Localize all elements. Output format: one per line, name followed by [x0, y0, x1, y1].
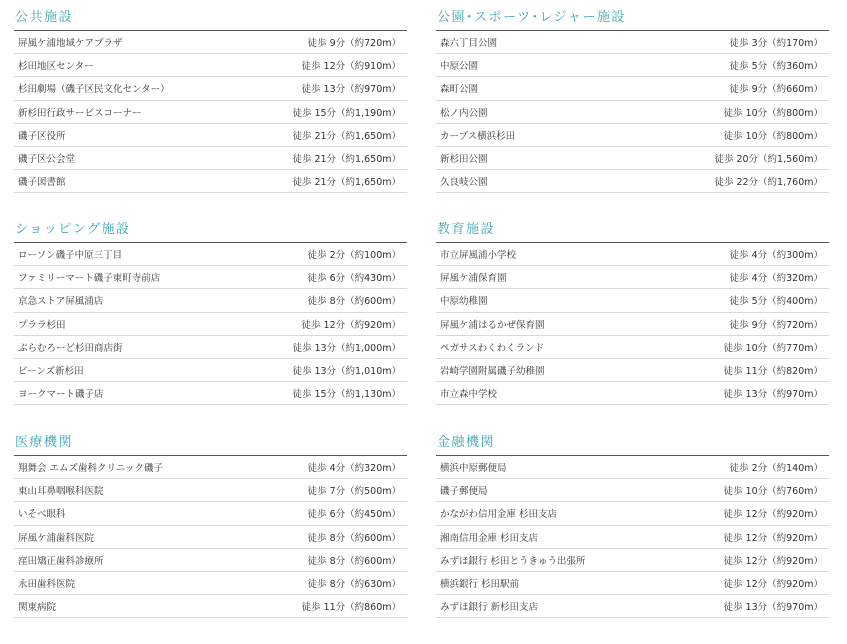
facility-list [436, 456, 829, 618]
facility-name: 新杉田公園 [440, 154, 488, 166]
list-item [436, 549, 829, 572]
list-item [436, 456, 829, 479]
list-item [436, 147, 829, 170]
facility-name: みずほ銀行 杉田とうきゅう出張所 [440, 555, 586, 567]
walking-distance: 徒歩 8分（約600m） [307, 532, 401, 544]
walking-distance: 徒歩 8分（約600m） [307, 296, 401, 308]
walking-distance: 徒歩 11分（約820m） [723, 366, 823, 378]
list-item [436, 313, 829, 336]
walking-distance: 徒歩 13分（約970m） [301, 84, 401, 96]
facility-name: 屏風ケ浦はるかぜ保育園 [440, 319, 545, 331]
facility-name: 市立屏風浦小学校 [440, 250, 517, 262]
list-item [14, 359, 407, 382]
list-item [436, 31, 829, 54]
facility-name: 関東病院 [18, 602, 57, 614]
walking-distance: 徒歩 8分（約630m） [307, 579, 401, 591]
list-item [14, 549, 407, 572]
facility-name: 屏風ケ浦地域ケアプラザ [18, 38, 123, 50]
walking-distance: 徒歩 6分（約430m） [307, 273, 401, 285]
list-item [436, 101, 829, 124]
walking-distance: 徒歩 5分（約360m） [729, 61, 823, 73]
list-item [14, 147, 407, 170]
facility-name: 横浜中原郵便局 [440, 463, 507, 475]
list-item [436, 382, 829, 405]
walking-distance: 徒歩 12分（約920m） [723, 509, 823, 521]
walking-distance: 徒歩 3分（約170m） [729, 38, 823, 50]
walking-distance: 徒歩 2分（約140m） [729, 463, 823, 475]
list-item [436, 243, 829, 266]
list-item [14, 382, 407, 405]
walking-distance: 徒歩 7分（約500m） [307, 486, 401, 498]
list-item [14, 266, 407, 289]
section-financial [436, 434, 829, 618]
walking-distance: 徒歩 2分（約100m） [307, 250, 401, 262]
walking-distance: 徒歩 10分（約760m） [723, 486, 823, 498]
facility-name: 翔舞会 エムズ歯科クリニック磯子 [18, 463, 163, 475]
facility-name: 森六丁目公園 [440, 38, 498, 50]
walking-distance: 徒歩 13分（約1,000m） [292, 342, 401, 354]
list-item [436, 77, 829, 100]
walking-distance: 徒歩 4分（約320m） [729, 273, 823, 285]
facility-name: 窪田矯正歯科診療所 [18, 555, 104, 567]
list-item [436, 572, 829, 595]
walking-distance: 徒歩 20分（約1,560m） [714, 154, 823, 166]
facility-name: 中原公園 [440, 61, 479, 73]
walking-distance: 徒歩 21分（約1,650m） [292, 130, 401, 142]
facility-name: 杉田劇場（磯子区民文化センター） [18, 84, 170, 96]
walking-distance: 徒歩 4分（約300m） [729, 250, 823, 262]
list-item [14, 54, 407, 77]
facility-name: ヨークマート磯子店 [18, 389, 104, 401]
list-item [14, 243, 407, 266]
section-title: 公園･スポーツ･レジャー施設 [436, 9, 829, 31]
facility-list [436, 31, 829, 193]
section-title: 医療機関 [14, 434, 407, 456]
facility-name: 磯子郵便局 [440, 486, 488, 498]
facility-name: 東山耳鼻咽喉科医院 [18, 486, 104, 498]
list-item [436, 359, 829, 382]
list-item [14, 526, 407, 549]
walking-distance: 徒歩 6分（約450m） [307, 509, 401, 521]
walking-distance: 徒歩 8分（約600m） [307, 555, 401, 567]
list-item [436, 479, 829, 502]
facility-name: 屏風ケ浦歯科医院 [18, 532, 95, 544]
list-item [14, 336, 407, 359]
facility-list [436, 243, 829, 405]
list-item [14, 479, 407, 502]
walking-distance: 徒歩 12分（約920m） [723, 532, 823, 544]
walking-distance: 徒歩 10分（約770m） [723, 342, 823, 354]
list-item [436, 289, 829, 312]
facility-name: 久良岐公園 [440, 177, 488, 189]
facility-name: プララ杉田 [18, 319, 66, 331]
walking-distance: 徒歩 12分（約920m） [723, 555, 823, 567]
facility-name: 屏風ケ浦保育園 [440, 273, 507, 285]
list-item [436, 595, 829, 618]
walking-distance: 徒歩 12分（約920m） [301, 319, 401, 331]
facility-name: かながわ信用金庫 杉田支店 [440, 509, 558, 521]
facility-name: いそべ眼科 [18, 509, 66, 521]
list-item [14, 77, 407, 100]
walking-distance: 徒歩 10分（約800m） [723, 130, 823, 142]
list-item [14, 502, 407, 525]
facility-name: ビーンズ新杉田 [18, 366, 84, 378]
facility-name: ローソン磯子中原三丁目 [18, 250, 123, 262]
facility-name: ファミリーマート磯子東町寺前店 [18, 273, 161, 285]
walking-distance: 徒歩 21分（約1,650m） [292, 154, 401, 166]
walking-distance: 徒歩 11分（約860m） [301, 602, 401, 614]
walking-distance: 徒歩 22分（約1,760m） [714, 177, 823, 189]
walking-distance: 徒歩 12分（約920m） [723, 579, 823, 591]
list-item [14, 313, 407, 336]
facility-name: 中原幼稚園 [440, 296, 488, 308]
list-item [436, 54, 829, 77]
walking-distance: 徒歩 4分（約320m） [307, 463, 401, 475]
walking-distance: 徒歩 9分（約720m） [729, 319, 823, 331]
facility-name: ペガサスわくわくランド [440, 342, 545, 354]
section-education [436, 221, 829, 405]
facility-name: 松ノ内公園 [440, 107, 488, 119]
facility-name: カーブス横浜杉田 [440, 130, 516, 142]
list-item [14, 170, 407, 193]
section-shopping [14, 221, 407, 405]
walking-distance: 徒歩 13分（約1,010m） [292, 366, 401, 378]
facility-name: 新杉田行政サービスコーナー [18, 107, 142, 119]
section-title: 教育施設 [436, 221, 829, 243]
walking-distance: 徒歩 13分（約970m） [723, 602, 823, 614]
section-title: 金融機関 [436, 434, 829, 456]
list-item [14, 289, 407, 312]
walking-distance: 徒歩 21分（約1,650m） [292, 177, 401, 189]
facility-list [14, 243, 407, 405]
list-item [14, 101, 407, 124]
facility-name: 湘南信用金庫 杉田支店 [440, 532, 539, 544]
list-item [436, 124, 829, 147]
section-title: 公共施設 [14, 9, 407, 31]
facility-name: 京急ストア屏風浦店 [18, 296, 104, 308]
walking-distance: 徒歩 15分（約1,190m） [292, 107, 401, 119]
list-item [436, 170, 829, 193]
facility-name: 磯子図書館 [18, 177, 66, 189]
list-item [14, 456, 407, 479]
section-title: ショッピング施設 [14, 221, 407, 243]
facility-name: 森町公園 [440, 84, 479, 96]
facility-list [14, 31, 407, 193]
list-item [14, 572, 407, 595]
facility-name: ぷらむろーど杉田商店街 [18, 342, 123, 354]
section-medical [14, 434, 407, 618]
list-item [436, 526, 829, 549]
facility-name: 磯子区役所 [18, 130, 66, 142]
walking-distance: 徒歩 9分（約720m） [307, 38, 401, 50]
walking-distance: 徒歩 12分（約910m） [301, 61, 401, 73]
facility-list [14, 456, 407, 618]
walking-distance: 徒歩 5分（約400m） [729, 296, 823, 308]
facility-name: 永田歯科医院 [18, 579, 76, 591]
section-parks-sports-leisure [436, 9, 829, 193]
facility-name: 市立森中学校 [440, 389, 498, 401]
list-item [14, 595, 407, 618]
list-item [436, 266, 829, 289]
facility-name: 杉田地区センター [18, 61, 94, 73]
list-item [436, 502, 829, 525]
list-item [436, 336, 829, 359]
walking-distance: 徒歩 13分（約970m） [723, 389, 823, 401]
walking-distance: 徒歩 10分（約800m） [723, 107, 823, 119]
section-public-facilities [14, 9, 407, 193]
list-item [14, 124, 407, 147]
walking-distance: 徒歩 9分（約660m） [729, 84, 823, 96]
facility-name: 岩崎学園附属磯子幼稚園 [440, 366, 545, 378]
facility-name: みずほ銀行 新杉田支店 [440, 602, 539, 614]
list-item [14, 31, 407, 54]
facility-name: 磯子区公会堂 [18, 154, 76, 166]
facility-name: 横浜銀行 杉田駅前 [440, 579, 520, 591]
walking-distance: 徒歩 15分（約1,130m） [292, 389, 401, 401]
